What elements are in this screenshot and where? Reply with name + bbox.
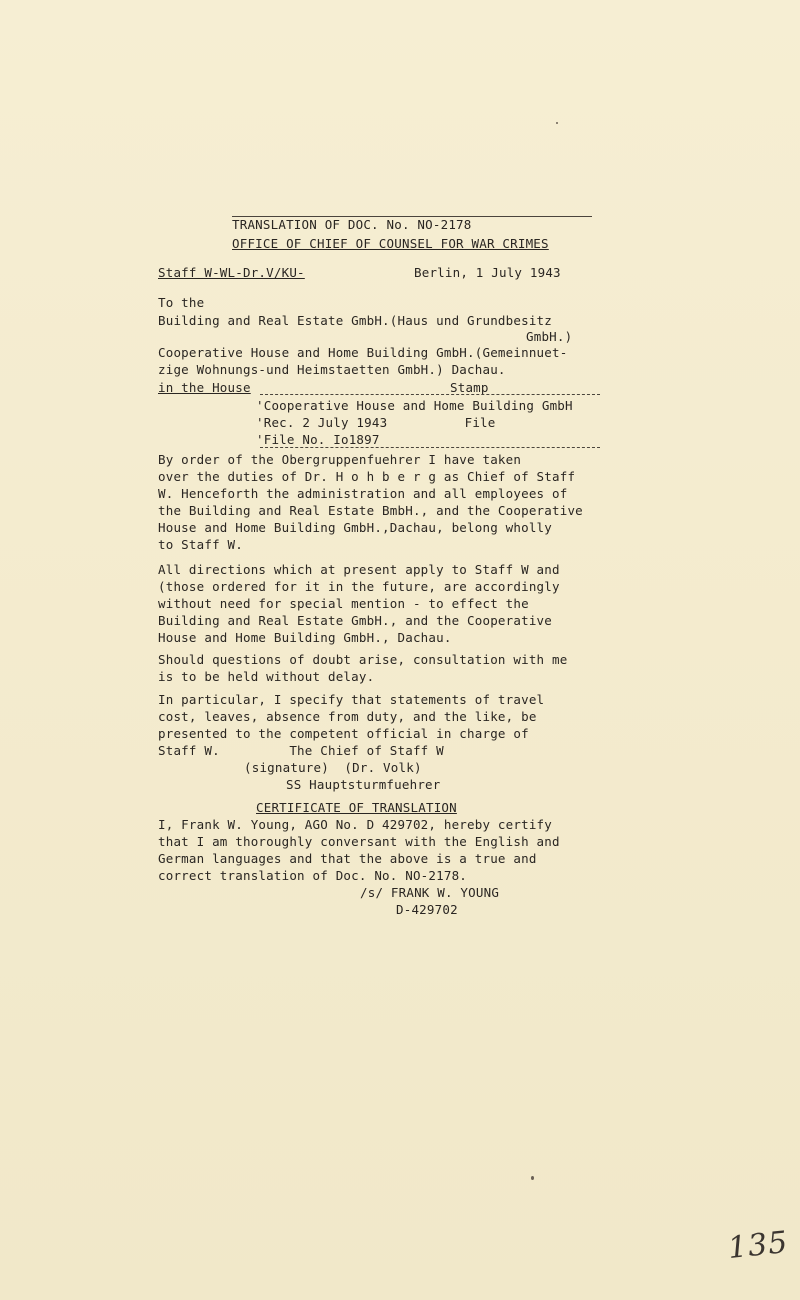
address-line-1: Building and Real Estate GmbH.(Haus und Grundbesitz [158, 313, 553, 328]
paragraph-1-line-5: House and Home Building GmbH.,Dachau, belong wholly [158, 520, 553, 535]
paragraph-2-line-2: (those ordered for it in the future, are accordingly [158, 579, 560, 594]
paragraph-4-line-4: Staff W. The Chief of Staff W [158, 743, 444, 758]
paragraph-3-line-1: Should questions of doubt arise, consultation with me [158, 652, 568, 667]
page-number: 135 [726, 1224, 790, 1267]
stamp-line-1: 'Cooperative House and Home Building GmbH [256, 398, 573, 413]
office-heading: OFFICE OF CHIEF OF COUNSEL FOR WAR CRIMES [232, 236, 549, 251]
stamp-bottom-rule [260, 447, 600, 448]
address-to: To the [158, 295, 205, 310]
address-line-3: Cooperative House and Home Building GmbH.(Gemeinnuet- [158, 345, 568, 360]
paragraph-4-line-3: presented to the competent official in charge of [158, 726, 529, 741]
certificate-line-4: correct translation of Doc. No. NO-2178. [158, 868, 468, 883]
certificate-line-2: that I am thoroughly conversant with the English and [158, 834, 560, 849]
translator-ago-number: D-429702 [396, 902, 458, 917]
signature-line: (signature) (Dr. Volk) [244, 760, 422, 775]
in-the-house-label: in the House [158, 380, 251, 395]
paper-speck [531, 1176, 534, 1180]
paragraph-1-line-1: By order of the Obergruppenfuehrer I have taken [158, 452, 522, 467]
paragraph-2-line-1: All directions which at present apply to Staff W and [158, 562, 560, 577]
address-line-4: zige Wohnungs-und Heimstaetten GmbH.) Dachau. [158, 362, 506, 377]
certificate-line-1: I, Frank W. Young, AGO No. D 429702, hereby certify [158, 817, 553, 832]
staff-reference: Staff W-WL-Dr.V/KU- [158, 265, 305, 280]
stamp-top-rule [260, 394, 600, 395]
paragraph-1-line-3: W. Henceforth the administration and all employees of [158, 486, 568, 501]
paragraph-1-line-4: the Building and Real Estate BmbH., and the Cooperative [158, 503, 583, 518]
address-line-2: GmbH.) [526, 329, 573, 344]
paragraph-4-line-1: In particular, I specify that statements of travel [158, 692, 545, 707]
paragraph-2-line-5: House and Home Building GmbH., Dachau. [158, 630, 452, 645]
paragraph-3-line-2: is to be held without delay. [158, 669, 375, 684]
paragraph-1-line-6: to Staff W. [158, 537, 243, 552]
paragraph-4-line-2: cost, leaves, absence from duty, and the like, be [158, 709, 537, 724]
paragraph-1-line-2: over the duties of Dr. H o h b e r g as Chief of Staff [158, 469, 576, 484]
signature-rank: SS Hauptsturmfuehrer [286, 777, 441, 792]
document-title: TRANSLATION OF DOC. No. NO-2178 [232, 217, 472, 232]
date-line: Berlin, 1 July 1943 [414, 265, 561, 280]
paragraph-2-line-4: Building and Real Estate GmbH., and the Cooperative [158, 613, 553, 628]
paper-speck [556, 122, 558, 124]
stamp-line-2: 'Rec. 2 July 1943 File [256, 415, 496, 430]
translator-signature: /s/ FRANK W. YOUNG [360, 885, 500, 900]
certificate-line-3: German languages and that the above is a true and [158, 851, 537, 866]
certificate-title: CERTIFICATE OF TRANSLATION [256, 800, 457, 815]
stamp-line-3: 'File No. Io1897 [256, 432, 380, 447]
paragraph-2-line-3: without need for special mention - to effect the [158, 596, 529, 611]
stamp-label: Stamp [450, 380, 489, 395]
